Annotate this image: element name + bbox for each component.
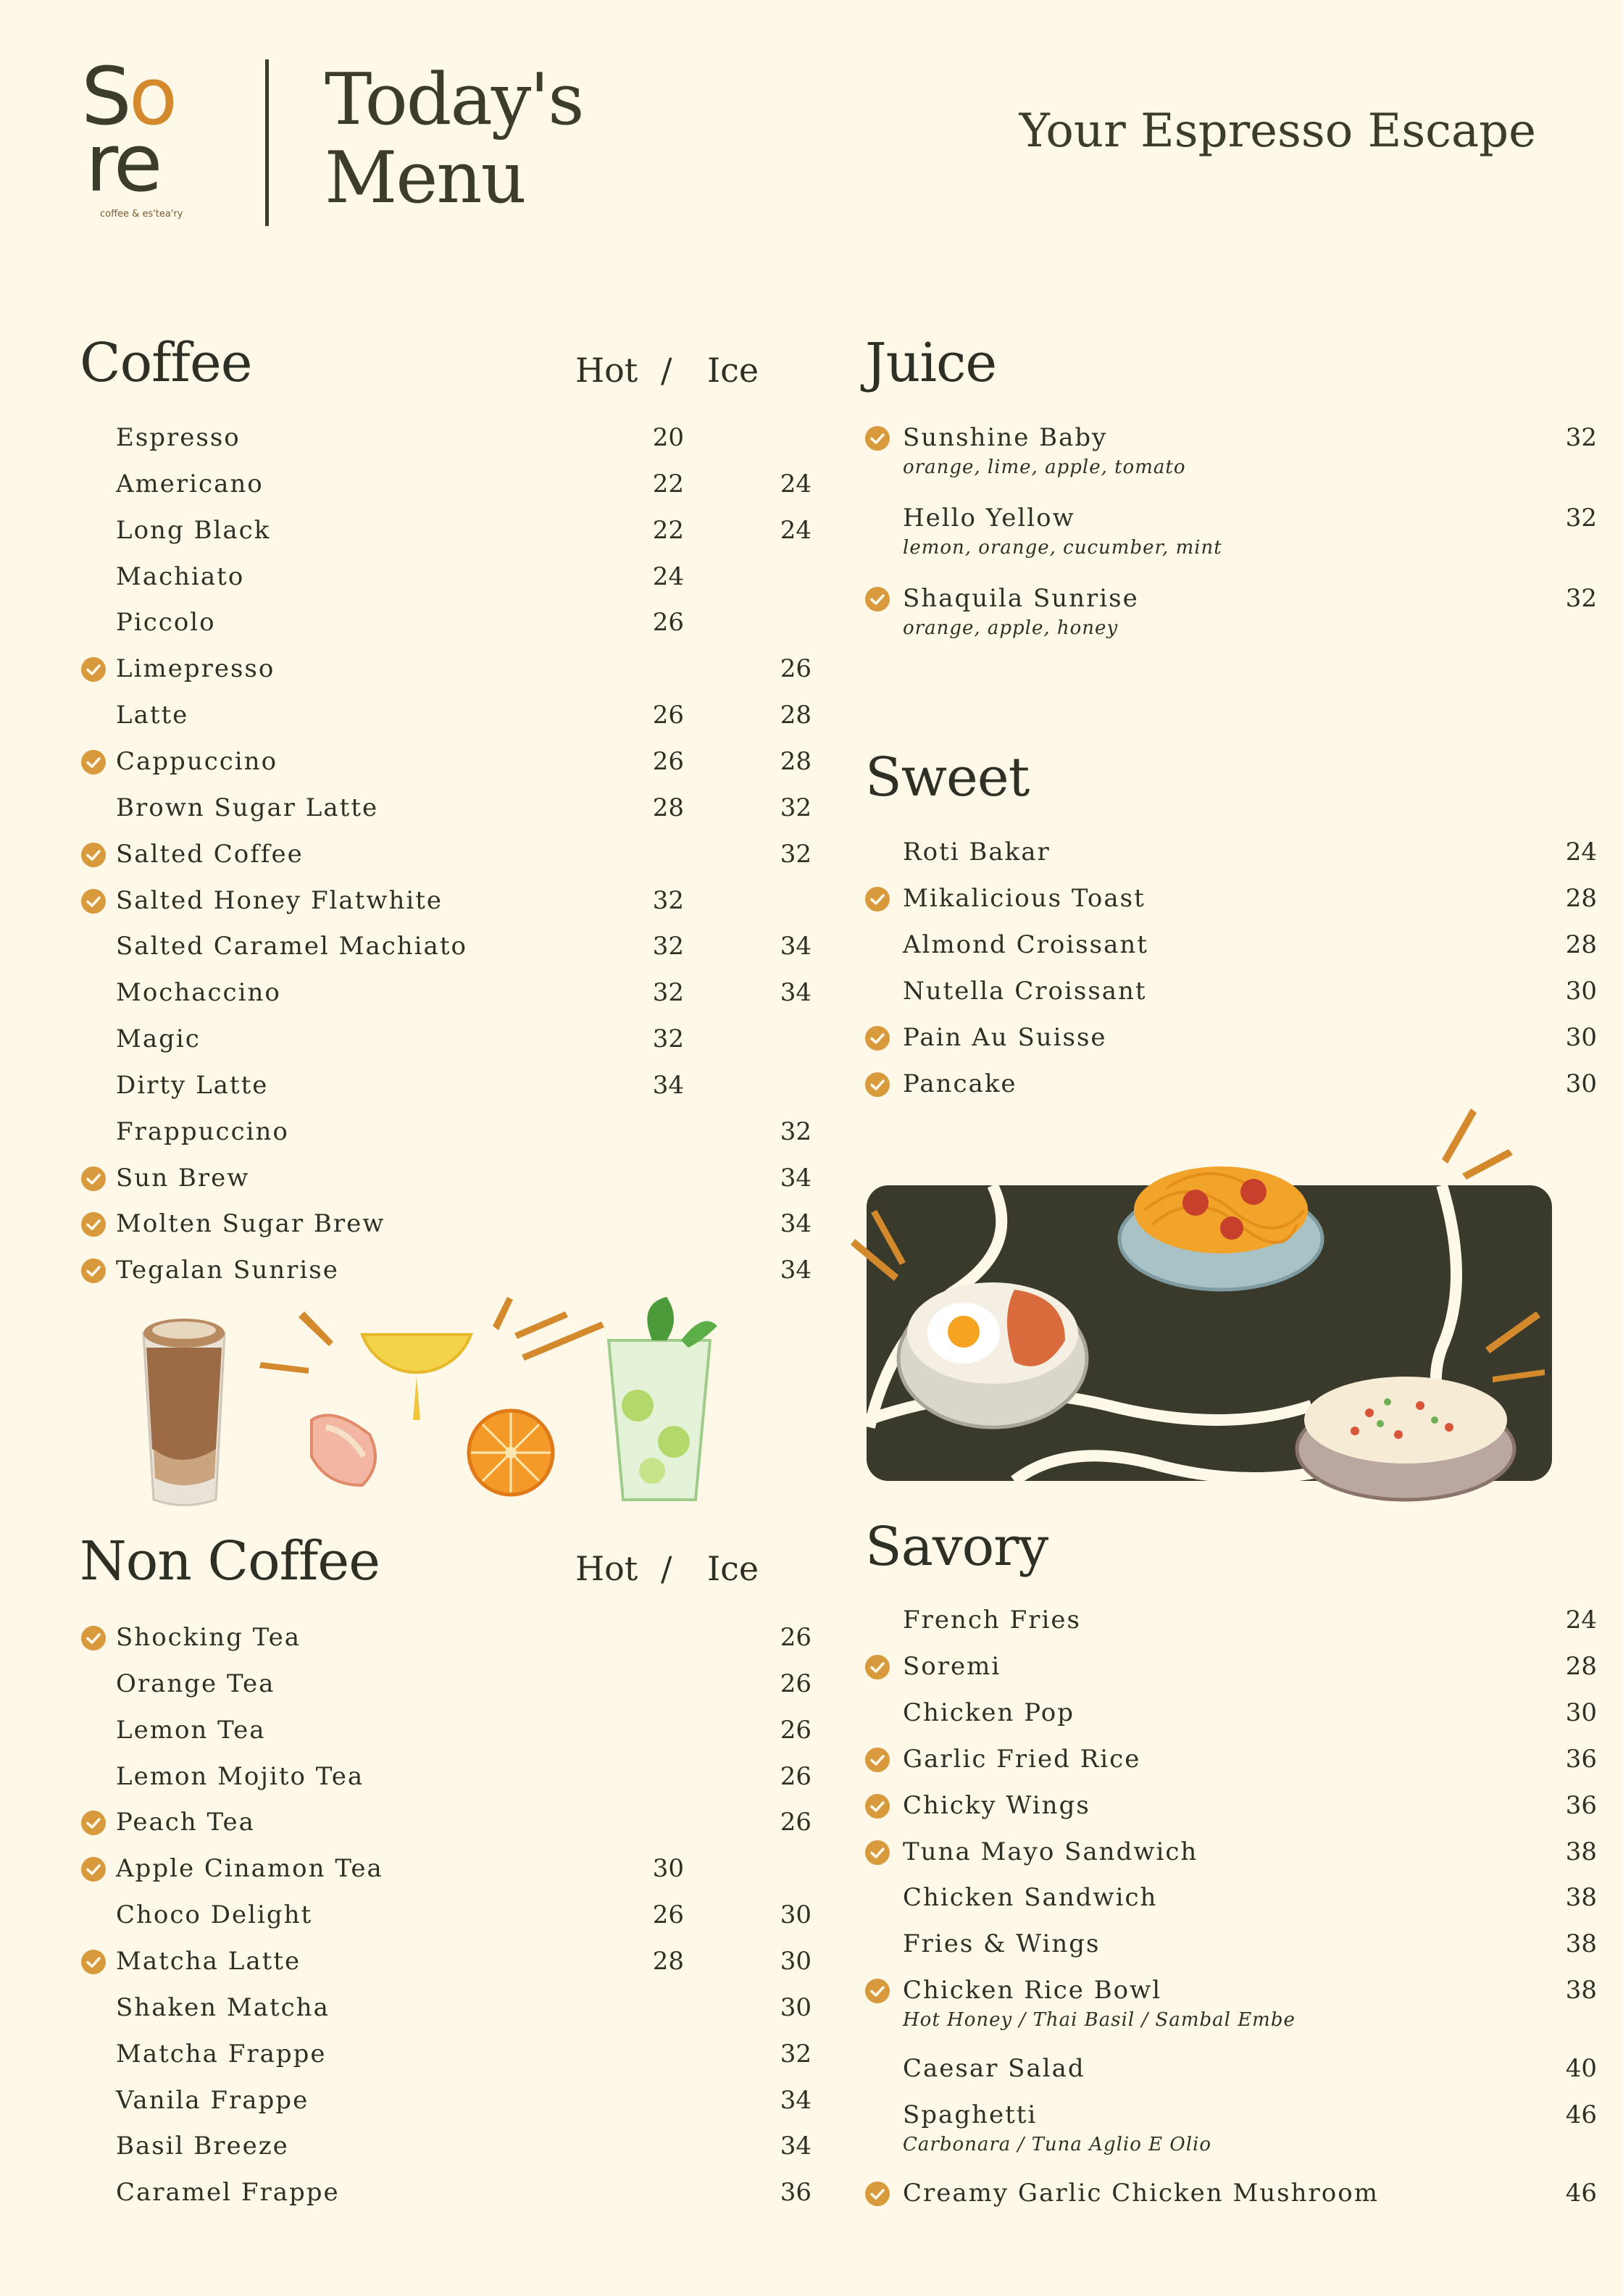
savory-item	[903, 1883, 1597, 1924]
item-price: 36	[1565, 1790, 1597, 1820]
savory-item	[903, 1976, 1597, 2032]
drinks-illustration	[130, 1290, 739, 1521]
check-icon	[865, 426, 890, 451]
check-icon	[865, 887, 890, 911]
item-price-ice: 30	[780, 1900, 812, 1930]
item-name: Latte	[116, 701, 189, 730]
item-price-ice: 26	[780, 1669, 812, 1698]
item-price-ice: 34	[780, 1256, 812, 1285]
item-name: Pain Au Suisse	[903, 1022, 1107, 1052]
non-coffee-item	[116, 1761, 812, 1803]
item-price-hot: 32	[652, 1024, 684, 1054]
tagline: Your Espresso Escape	[1019, 104, 1536, 158]
sweet-item	[903, 1022, 1597, 1064]
sweet-title: Sweet	[865, 746, 1030, 809]
item-name: Dirty Latte	[116, 1070, 269, 1100]
item-price-ice: 34	[780, 1209, 812, 1239]
item-name: Creamy Garlic Chicken Mushroom	[903, 2179, 1379, 2208]
item-price-hot: 22	[652, 515, 684, 545]
item-price: 28	[1565, 883, 1597, 913]
coffee-item	[116, 932, 812, 972]
item-price: 38	[1565, 1883, 1597, 1913]
item-price-hot: 26	[652, 608, 684, 638]
item-name: Caramel Frappe	[116, 2178, 340, 2208]
check-icon	[81, 1811, 106, 1835]
item-name: Cappuccino	[116, 746, 278, 776]
item-price-ice: 26	[780, 1761, 812, 1791]
check-icon	[865, 1026, 890, 1051]
check-icon	[865, 1979, 890, 2003]
item-name: Vanila Frappe	[116, 2085, 309, 2115]
item-price-hot: 32	[652, 932, 684, 961]
item-name: Lemon Tea	[116, 1715, 266, 1745]
item-name: Chicky Wings	[903, 1790, 1090, 1820]
item-price-ice: 34	[780, 932, 812, 961]
sweet-item	[903, 883, 1597, 924]
coffee-hot-label: Hot	[575, 351, 638, 390]
coffee-slash: /	[661, 351, 672, 390]
item-description: orange, apple, honey	[903, 617, 1119, 639]
item-name: Hello Yellow	[903, 504, 1075, 533]
item-name: Peach Tea	[116, 1808, 255, 1837]
item-name: Sunshine Baby	[903, 423, 1108, 452]
check-icon	[81, 750, 106, 775]
item-name: Garlic Fried Rice	[903, 1744, 1141, 1774]
item-price-ice: 32	[780, 793, 812, 822]
item-price: 30	[1565, 976, 1597, 1006]
item-price-hot: 30	[652, 1854, 684, 1884]
item-name: Pancake	[903, 1069, 1017, 1098]
item-price: 28	[1565, 1651, 1597, 1681]
item-price-hot: 24	[652, 562, 684, 591]
item-price-ice: 32	[780, 1116, 812, 1146]
check-icon	[81, 1857, 106, 1882]
item-description: lemon, orange, cucumber, mint	[903, 537, 1222, 559]
item-name: Mikalicious Toast	[903, 883, 1146, 913]
savory-item	[903, 2179, 1597, 2219]
item-price-ice: 30	[780, 1992, 812, 2022]
page-title	[325, 59, 583, 220]
item-price-ice: 26	[780, 1715, 812, 1745]
orange-slice-icon	[469, 1411, 553, 1495]
savory-title: Savory	[865, 1516, 1048, 1578]
item-price-hot: 28	[652, 1946, 684, 1976]
item-price-hot: 32	[652, 978, 684, 1008]
non-coffee-item	[116, 1808, 812, 1848]
item-name: Matcha Latte	[116, 1946, 301, 1976]
item-price: 30	[1565, 1069, 1597, 1098]
coffee-item	[116, 469, 812, 510]
savory-item	[903, 2054, 1597, 2095]
item-price-ice: 28	[780, 746, 812, 776]
item-price: 32	[1565, 423, 1597, 452]
item-price: 24	[1565, 1606, 1597, 1635]
item-price-hot: 22	[652, 469, 684, 498]
item-price: 32	[1565, 584, 1597, 613]
item-price-ice: 24	[780, 515, 812, 545]
item-price: 38	[1565, 1976, 1597, 2005]
item-name: Tuna Mayo Sandwich	[903, 1837, 1198, 1866]
item-price-ice: 24	[780, 469, 812, 498]
savory-item	[903, 1606, 1597, 1646]
juice-item	[903, 584, 1597, 639]
check-icon	[81, 843, 106, 867]
coffee-item	[116, 562, 754, 603]
item-name: Orange Tea	[116, 1669, 275, 1698]
non-coffee-item	[116, 2132, 812, 2172]
item-name: Machiato	[116, 562, 245, 591]
check-icon	[81, 1212, 106, 1237]
check-icon	[81, 657, 106, 682]
savory-item	[903, 1929, 1597, 1970]
item-price-hot: 20	[652, 423, 684, 452]
item-name: Roti Bakar	[903, 838, 1051, 867]
item-price-ice: 34	[780, 978, 812, 1008]
check-icon	[865, 1655, 890, 1679]
item-name: Spaghetti	[903, 2100, 1038, 2130]
logo-letter-s: S	[81, 50, 129, 143]
savory-item	[903, 1651, 1597, 1692]
page-title-line-1: Today's	[325, 59, 583, 141]
item-description: Hot Honey / Thai Basil / Sambal Embe	[903, 2009, 1296, 2032]
item-name: Choco Delight	[116, 1900, 313, 1930]
check-icon	[865, 2182, 890, 2206]
item-name: Chicken Sandwich	[903, 1883, 1158, 1913]
check-icon	[865, 1794, 890, 1819]
coffee-item	[116, 423, 754, 464]
food-illustration	[848, 1101, 1572, 1550]
juice-title: Juice	[865, 332, 997, 394]
item-description: orange, lime, apple, tomato	[903, 456, 1186, 478]
egg-rice-bowl-icon	[898, 1282, 1087, 1427]
item-price-hot: 26	[652, 746, 684, 776]
coffee-item	[116, 515, 812, 556]
juice-item	[903, 423, 1597, 478]
sweet-item	[903, 976, 1597, 1017]
item-name: Limepresso	[116, 654, 275, 684]
coffee-item	[116, 1163, 812, 1204]
check-icon	[81, 1258, 106, 1283]
coffee-item	[116, 886, 754, 927]
logo-subtitle: coffee & es'tea'ry	[100, 209, 183, 220]
non-coffee-item	[116, 2085, 812, 2126]
check-icon	[865, 1840, 890, 1865]
item-name: Fries & Wings	[903, 1929, 1101, 1959]
sweet-item	[903, 930, 1597, 971]
item-price: 40	[1565, 2054, 1597, 2084]
item-price: 30	[1565, 1022, 1597, 1052]
item-name: Sun Brew	[116, 1163, 250, 1193]
coffee-item	[116, 746, 812, 788]
item-price: 46	[1565, 2100, 1597, 2130]
coffee-ice-label: Ice	[707, 351, 759, 390]
item-name: Matcha Frappe	[116, 2039, 327, 2069]
logo-letters-re: re	[85, 117, 160, 209]
item-name: Nutella Croissant	[903, 976, 1147, 1006]
item-name: Espresso	[116, 423, 241, 452]
item-name: Frappuccino	[116, 1116, 289, 1146]
non-coffee-item	[116, 1669, 812, 1710]
item-name: Chicken Rice Bowl	[903, 1976, 1162, 2005]
non-coffee-item	[116, 1854, 754, 1895]
item-name: Shaken Matcha	[116, 1992, 330, 2022]
item-description: Carbonara / Tuna Aglio E Olio	[903, 2134, 1211, 2156]
coffee-item	[116, 793, 812, 834]
item-name: Piccolo	[116, 608, 216, 638]
item-price-ice: 26	[780, 654, 812, 684]
fried-rice-bowl-icon	[1297, 1377, 1514, 1500]
check-icon	[81, 1626, 106, 1650]
coffee-item	[116, 1116, 812, 1158]
item-price-ice: 32	[780, 2039, 812, 2069]
item-name: Lemon Mojito Tea	[116, 1761, 364, 1791]
item-price: 36	[1565, 1744, 1597, 1774]
item-name: Magic	[116, 1024, 201, 1054]
item-price-hot: 32	[652, 885, 684, 915]
brand-logo	[81, 50, 212, 230]
item-name: Caesar Salad	[903, 2054, 1085, 2084]
item-price: 30	[1565, 1698, 1597, 1727]
item-price-hot: 26	[652, 1900, 684, 1930]
item-name: Salted Coffee	[116, 839, 304, 869]
item-name: Almond Croissant	[903, 930, 1148, 959]
item-price-ice: 34	[780, 2085, 812, 2115]
item-name: Americano	[116, 469, 264, 498]
item-price: 38	[1565, 1837, 1597, 1866]
item-name: Tegalan Sunrise	[116, 1256, 339, 1285]
item-price-ice: 26	[780, 1623, 812, 1652]
coffee-item	[116, 654, 812, 695]
non-coffee-slash: /	[661, 1549, 672, 1588]
iced-coffee-cup-icon	[143, 1319, 225, 1506]
item-price-hot: 26	[652, 701, 684, 730]
savory-item	[903, 1744, 1597, 1785]
non-coffee-item	[116, 1623, 812, 1663]
spaghetti-bowl-icon	[1119, 1166, 1322, 1290]
coffee-title: Coffee	[80, 332, 252, 394]
juice-item	[903, 504, 1597, 559]
savory-item	[903, 2100, 1597, 2156]
coffee-item	[116, 1071, 754, 1111]
mojito-glass-icon	[609, 1297, 717, 1500]
savory-item	[903, 1790, 1597, 1832]
check-icon	[865, 1072, 890, 1097]
check-icon	[81, 1950, 106, 1974]
item-price-hot: 34	[652, 1070, 684, 1100]
item-price-ice: 36	[780, 2178, 812, 2208]
check-icon	[81, 889, 106, 914]
item-price-ice: 34	[780, 2132, 812, 2161]
item-name: Salted Caramel Machiato	[116, 932, 467, 961]
item-price-ice: 28	[780, 701, 812, 730]
item-name: Basil Breeze	[116, 2132, 289, 2161]
item-name: Molten Sugar Brew	[116, 1209, 385, 1239]
logo-letter-o: o	[128, 50, 175, 143]
item-price: 46	[1565, 2179, 1597, 2208]
item-price-ice: 34	[780, 1163, 812, 1193]
item-name: Apple Cinamon Tea	[116, 1854, 383, 1884]
non-coffee-item	[116, 1715, 812, 1756]
coffee-item	[116, 608, 754, 648]
item-price-ice: 26	[780, 1808, 812, 1837]
coffee-item	[116, 1209, 812, 1250]
item-price: 28	[1565, 930, 1597, 959]
item-price: 24	[1565, 838, 1597, 867]
check-icon	[865, 1748, 890, 1772]
item-price: 38	[1565, 1929, 1597, 1959]
check-icon	[865, 587, 890, 611]
item-price-ice: 32	[780, 839, 812, 869]
non-coffee-item	[116, 1992, 812, 2034]
non-coffee-item	[116, 2178, 812, 2218]
non-coffee-ice-label: Ice	[707, 1549, 759, 1588]
coffee-item	[116, 978, 812, 1019]
savory-item	[903, 1837, 1597, 1878]
item-name: Mochaccino	[116, 978, 281, 1008]
non-coffee-item	[116, 1900, 812, 1941]
item-price-hot: 28	[652, 793, 684, 822]
non-coffee-hot-label: Hot	[575, 1549, 638, 1588]
non-coffee-item	[116, 1946, 812, 1987]
coffee-item	[116, 1024, 754, 1065]
non-coffee-item	[116, 2039, 812, 2080]
page-title-line-2: Menu	[325, 137, 525, 220]
item-name: Brown Sugar Latte	[116, 793, 379, 822]
item-price: 32	[1565, 504, 1597, 533]
sweet-item	[903, 838, 1597, 878]
item-name: French Fries	[903, 1606, 1081, 1635]
item-name: Chicken Pop	[903, 1698, 1075, 1727]
coffee-item	[116, 839, 812, 880]
savory-item	[903, 1698, 1597, 1739]
coffee-item	[116, 701, 812, 741]
item-name: Shaquila Sunrise	[903, 584, 1139, 613]
item-name: Long Black	[116, 515, 271, 545]
item-name: Shocking Tea	[116, 1623, 301, 1652]
non-coffee-title: Non Coffee	[80, 1530, 380, 1592]
header-divider	[265, 59, 269, 226]
lemon-slice-icon	[362, 1335, 471, 1420]
peach-slice-icon	[312, 1415, 375, 1485]
item-name: Salted Honey Flatwhite	[116, 885, 443, 915]
item-name: Soremi	[903, 1651, 1001, 1681]
item-price-ice: 30	[780, 1946, 812, 1976]
check-icon	[81, 1166, 106, 1191]
